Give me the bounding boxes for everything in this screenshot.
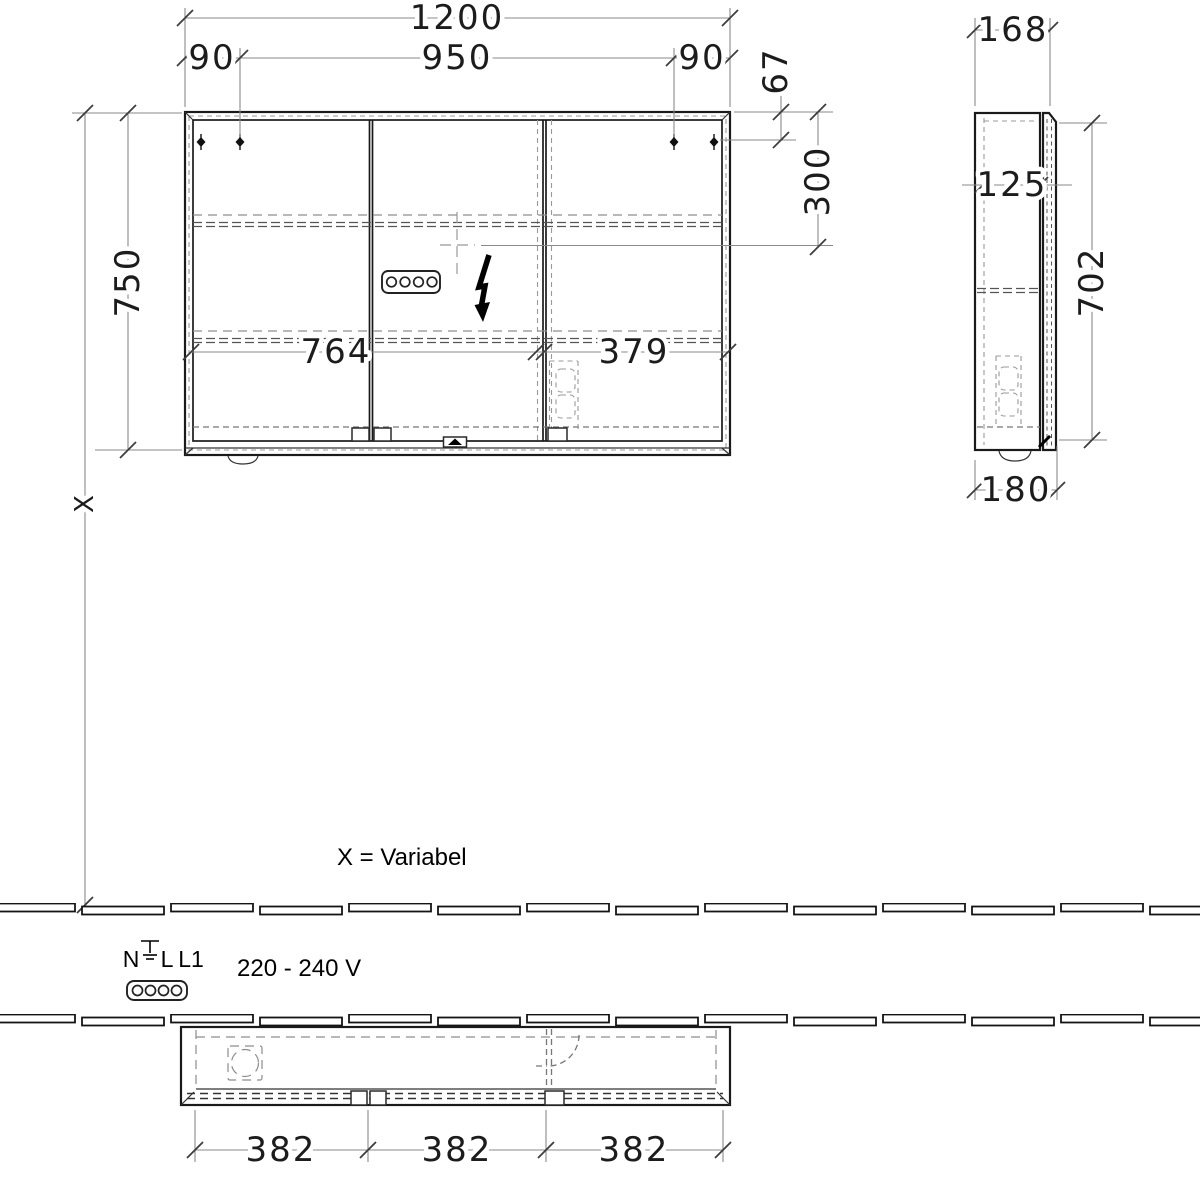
side-door <box>1039 113 1056 450</box>
dim-inner-width: 950 <box>421 38 493 78</box>
cable-entry-detail <box>228 1046 262 1080</box>
light-pod <box>228 456 258 464</box>
door-pivot-divider <box>536 1029 579 1089</box>
door-swing-arc <box>548 1035 579 1066</box>
bottom-dimensions <box>187 1110 731 1170</box>
dim-door-a: 764 <box>300 332 372 372</box>
electrical-note <box>123 941 361 1000</box>
dim-overall-width: 1200 <box>409 0 505 38</box>
bottom-view <box>181 1027 730 1105</box>
terminal-n-label: N <box>122 946 140 972</box>
wall-section-upper <box>0 903 1200 916</box>
dim-segment-1: 382 <box>245 1130 317 1170</box>
voltage-label: 220 - 240 V <box>237 955 362 982</box>
dim-height: 750 <box>108 246 148 318</box>
lightning-bolt-icon <box>475 255 491 322</box>
side-socket-detail <box>996 356 1021 427</box>
terminal-l-label: L <box>160 946 174 972</box>
dim-offset-right: 90 <box>678 38 726 78</box>
outlet-crosshair <box>440 212 475 274</box>
dim-total-depth: 180 <box>980 470 1052 510</box>
dim-door-height: 702 <box>1072 246 1112 318</box>
dim-inner-depth: 125 <box>976 165 1048 205</box>
dim-offset-left: 90 <box>188 38 236 78</box>
dim-depth: 168 <box>977 10 1049 50</box>
wall-section-lower <box>0 1014 1200 1027</box>
variable-note: X = Variabel <box>337 844 467 871</box>
side-body <box>975 113 1040 450</box>
internal-socket-detail <box>550 361 579 429</box>
dim-top-gap: 67 <box>756 47 796 95</box>
power-socket-symbol <box>382 271 440 293</box>
dim-variable: X <box>70 493 100 513</box>
bottom-hardware <box>352 428 567 447</box>
cabinet-frame <box>185 112 730 455</box>
light-strip-hatch <box>181 1089 730 1105</box>
front-view <box>185 112 730 464</box>
dim-segment-3: 382 <box>598 1130 670 1170</box>
earth-ground-icon <box>141 941 159 959</box>
side-light-pod <box>999 451 1031 461</box>
dim-door-b: 379 <box>598 332 670 372</box>
terminal-l1-label: L1 <box>178 946 204 972</box>
mounting-holes <box>197 134 719 150</box>
power-connector-icon <box>127 981 187 1000</box>
dim-segment-2: 382 <box>421 1130 493 1170</box>
dim-outlet: 300 <box>798 145 838 217</box>
